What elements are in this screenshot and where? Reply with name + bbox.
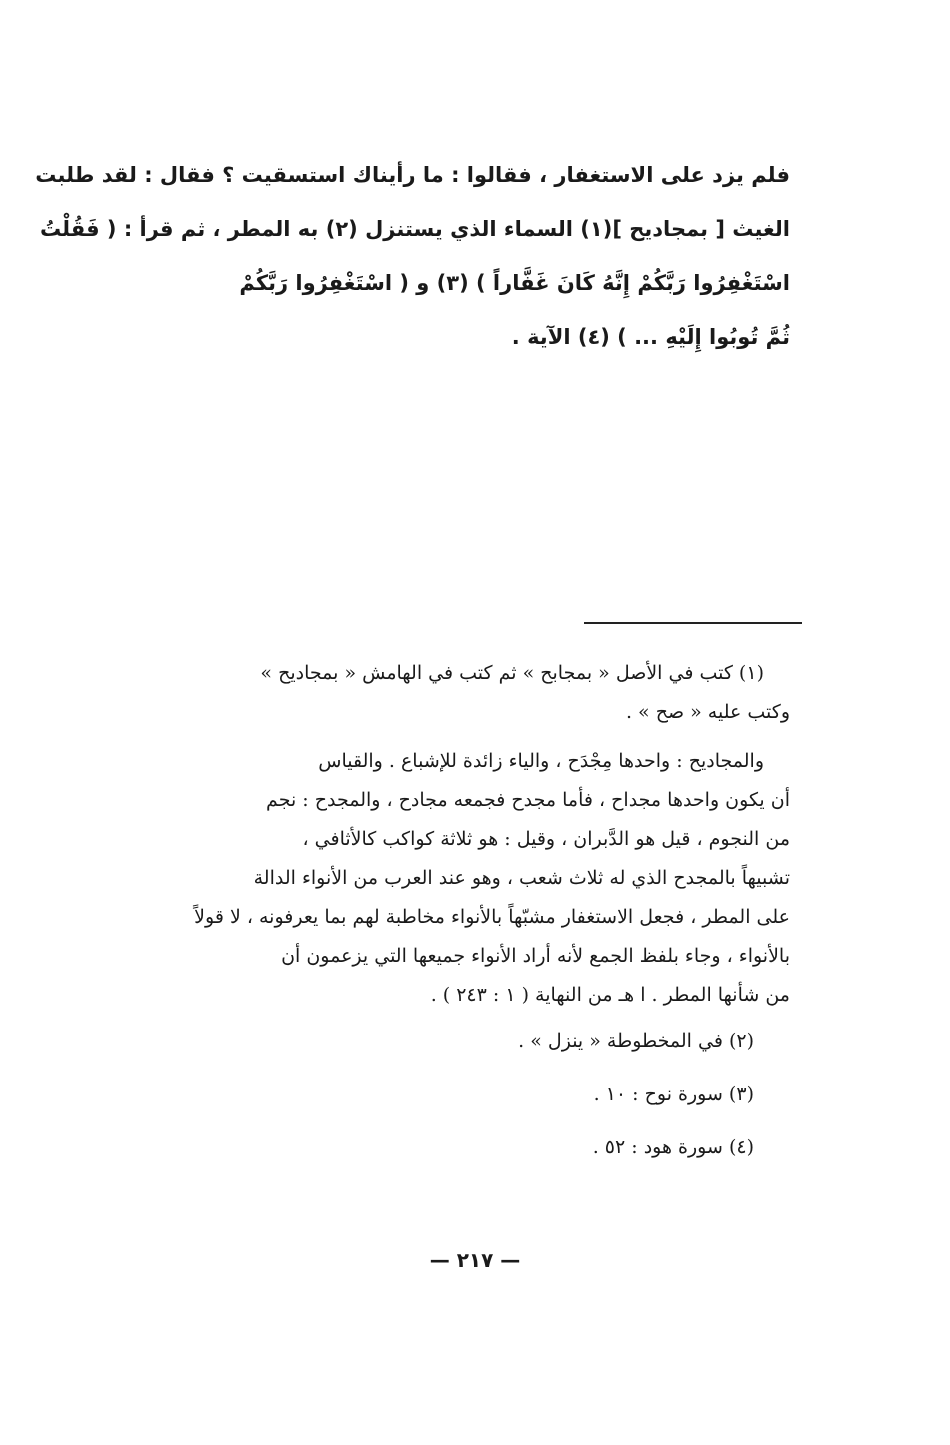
footnote-1 bbox=[140, 654, 790, 732]
footnote-divider bbox=[584, 622, 802, 624]
main-text-line: فلم يزد على الاستغفار ، فقالوا : ما رأيناك استسقيت ؟ فقال : لقد طلبت bbox=[35, 163, 790, 187]
footnote-line: والمجاديح : واحدها مِجْدَح ، والياء زائدة للإشباع . والقياس bbox=[318, 750, 764, 772]
footnote-4: (٤) سورة هود : ٥٢ . bbox=[592, 1136, 754, 1158]
main-text-line: اسْتَغْفِرُوا رَبَّكُمْ إِنَّهُ كَانَ غَفَّاراً ) (٣) و ( اسْتَغْفِرُوا رَبَّكُمْ bbox=[239, 271, 790, 295]
footnote-line: أن يكون واحدها مجداح ، فأما مجدح فجمعه مجادح ، والمجدح : نجم bbox=[266, 789, 790, 811]
footnote-line: من شأنها المطر . ا هـ من النهاية ( ١ : ٢٤٣ ) . bbox=[430, 984, 790, 1006]
footnote-line: وكتب عليه « صح » . bbox=[625, 701, 790, 723]
footnote-line: بالأنواء ، وجاء بلفظ الجمع لأنه أراد الأنواء جميعها التي يزعمون أن bbox=[281, 945, 790, 967]
footnote-3: (٣) سورة نوح : ١٠ . bbox=[593, 1083, 754, 1105]
footnote-line: من النجوم ، قيل هو الدَّبران ، وقيل : هو ثلاثة كواكب كالأثافي ، bbox=[302, 828, 790, 850]
main-text-block bbox=[35, 148, 790, 364]
page-number: — ٢١٧ — bbox=[429, 1248, 521, 1272]
footnote-line: على المطر ، فجعل الاستغفار مشبّهاً بالأنواء مخاطبة لهم بما يعرفونه ، لا قولاً bbox=[194, 906, 790, 928]
footnote-line: (١) كتب في الأصل « بمجابح » ثم كتب في الهامش « بمجاديح » bbox=[260, 662, 764, 684]
footnotes-section bbox=[140, 654, 790, 1174]
footnote-line: تشبيهاً بالمجدح الذي له ثلاث شعب ، وهو عند العرب من الأنواء الدالة bbox=[253, 867, 790, 889]
footnote-2: (٢) في المخطوطة « ينزل » . bbox=[518, 1030, 754, 1052]
main-text-line: ثُمَّ تُوبُوا إِلَيْهِ ... ) (٤) الآية . bbox=[511, 325, 790, 349]
main-text-line: الغيث [ بمجاديح ](١) السماء الذي يستنزل (٢) به المطر ، ثم قرأ : ( فَقُلْتُ bbox=[39, 217, 790, 241]
footnote-1-commentary bbox=[140, 742, 790, 1015]
